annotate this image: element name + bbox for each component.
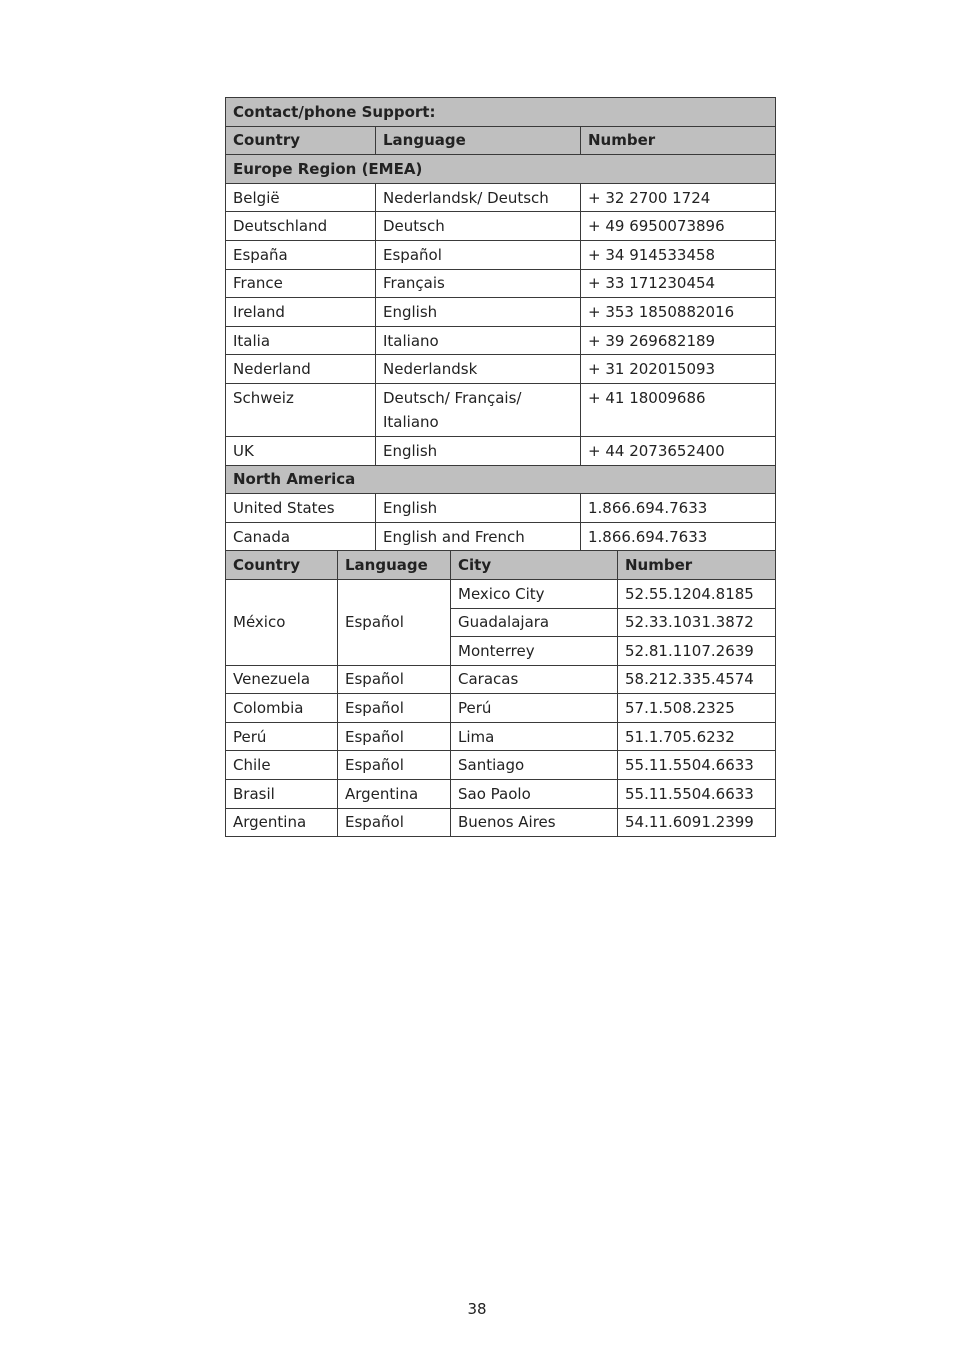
number-cell: 58.212.335.4574 — [618, 665, 776, 694]
number-cell: + 353 1850882016 — [581, 298, 776, 327]
table-title: Contact/phone Support: — [226, 98, 776, 127]
number-cell: 52.33.1031.3872 — [618, 608, 776, 637]
number-cell: 52.55.1204.8185 — [618, 579, 776, 608]
table-row — [226, 722, 776, 751]
table-row — [226, 522, 776, 551]
table-row — [226, 269, 776, 298]
language-cell: Italiano — [376, 326, 581, 355]
table-row — [226, 665, 776, 694]
country-cell: Argentina — [226, 808, 338, 837]
language-cell: English and French — [376, 522, 581, 551]
table-row — [226, 694, 776, 723]
header-row-europe-na — [226, 126, 776, 155]
city-cell: Caracas — [451, 665, 618, 694]
table-row — [226, 383, 776, 436]
city-cell: Mexico City — [451, 579, 618, 608]
language-cell: Deutsch/ Français/ Italiano — [376, 383, 581, 436]
language-cell: Nederlandsk/ Deutsch — [376, 183, 581, 212]
country-cell: Deutschland — [226, 212, 376, 241]
city-cell: Sao Paolo — [451, 780, 618, 809]
country-cell: España — [226, 240, 376, 269]
contact-support-table — [225, 97, 776, 837]
language-cell: English — [376, 298, 581, 327]
country-cell: México — [226, 579, 338, 665]
region-heading-north-america: North America — [226, 465, 776, 494]
table-row — [226, 751, 776, 780]
country-cell: UK — [226, 436, 376, 465]
language-cell: Español — [338, 665, 451, 694]
number-cell: + 39 269682189 — [581, 326, 776, 355]
column-header-city: City — [451, 551, 618, 580]
number-cell: 52.81.1107.2639 — [618, 637, 776, 666]
country-cell: Italia — [226, 326, 376, 355]
column-header-number: Number — [581, 126, 776, 155]
city-cell: Perú — [451, 694, 618, 723]
column-header-language: Language — [376, 126, 581, 155]
region-heading-europe: Europe Region (EMEA) — [226, 155, 776, 184]
number-cell: + 32 2700 1724 — [581, 183, 776, 212]
city-cell: Monterrey — [451, 637, 618, 666]
language-cell: Nederlandsk — [376, 355, 581, 384]
language-cell: Español — [338, 579, 451, 665]
table-row — [226, 326, 776, 355]
country-cell: United States — [226, 494, 376, 523]
header-row-latin-america — [226, 551, 776, 580]
language-cell: Deutsch — [376, 212, 581, 241]
number-cell: 1.866.694.7633 — [581, 494, 776, 523]
language-cell: Español — [338, 751, 451, 780]
city-cell: Guadalajara — [451, 608, 618, 637]
country-cell: France — [226, 269, 376, 298]
language-cell: Español — [338, 722, 451, 751]
column-header-country: Country — [226, 551, 338, 580]
country-cell: Nederland — [226, 355, 376, 384]
table-title-row — [226, 98, 776, 127]
language-cell: Español — [338, 808, 451, 837]
number-cell: 55.11.5504.6633 — [618, 780, 776, 809]
language-cell: Français — [376, 269, 581, 298]
number-cell: 55.11.5504.6633 — [618, 751, 776, 780]
city-cell: Santiago — [451, 751, 618, 780]
column-header-country: Country — [226, 126, 376, 155]
number-cell: 57.1.508.2325 — [618, 694, 776, 723]
country-cell: België — [226, 183, 376, 212]
table-row — [226, 183, 776, 212]
table-row — [226, 355, 776, 384]
table-row — [226, 780, 776, 809]
country-cell: Brasil — [226, 780, 338, 809]
number-cell: + 33 171230454 — [581, 269, 776, 298]
table-row — [226, 494, 776, 523]
country-cell: Canada — [226, 522, 376, 551]
country-cell: Colombia — [226, 694, 338, 723]
table-row — [226, 212, 776, 241]
country-cell: Schweiz — [226, 383, 376, 436]
column-header-number: Number — [618, 551, 776, 580]
country-cell: Venezuela — [226, 665, 338, 694]
table-row — [226, 579, 776, 608]
language-cell: Argentina — [338, 780, 451, 809]
region-row-north-america — [226, 465, 776, 494]
page-number: 38 — [467, 1300, 487, 1318]
city-cell: Buenos Aires — [451, 808, 618, 837]
table-row — [226, 298, 776, 327]
number-cell: + 34 914533458 — [581, 240, 776, 269]
country-cell: Perú — [226, 722, 338, 751]
table-row — [226, 240, 776, 269]
number-cell: + 31 202015093 — [581, 355, 776, 384]
number-cell: 1.866.694.7633 — [581, 522, 776, 551]
country-cell: Ireland — [226, 298, 376, 327]
language-cell: Español — [376, 240, 581, 269]
number-cell: + 41 18009686 — [581, 383, 776, 436]
language-cell: English — [376, 436, 581, 465]
column-header-language: Language — [338, 551, 451, 580]
number-cell: 51.1.705.6232 — [618, 722, 776, 751]
number-cell: 54.11.6091.2399 — [618, 808, 776, 837]
language-cell: English — [376, 494, 581, 523]
number-cell: + 44 2073652400 — [581, 436, 776, 465]
language-cell: Español — [338, 694, 451, 723]
table-row — [226, 808, 776, 837]
city-cell: Lima — [451, 722, 618, 751]
number-cell: + 49 6950073896 — [581, 212, 776, 241]
region-row-europe — [226, 155, 776, 184]
table-row — [226, 436, 776, 465]
country-cell: Chile — [226, 751, 338, 780]
